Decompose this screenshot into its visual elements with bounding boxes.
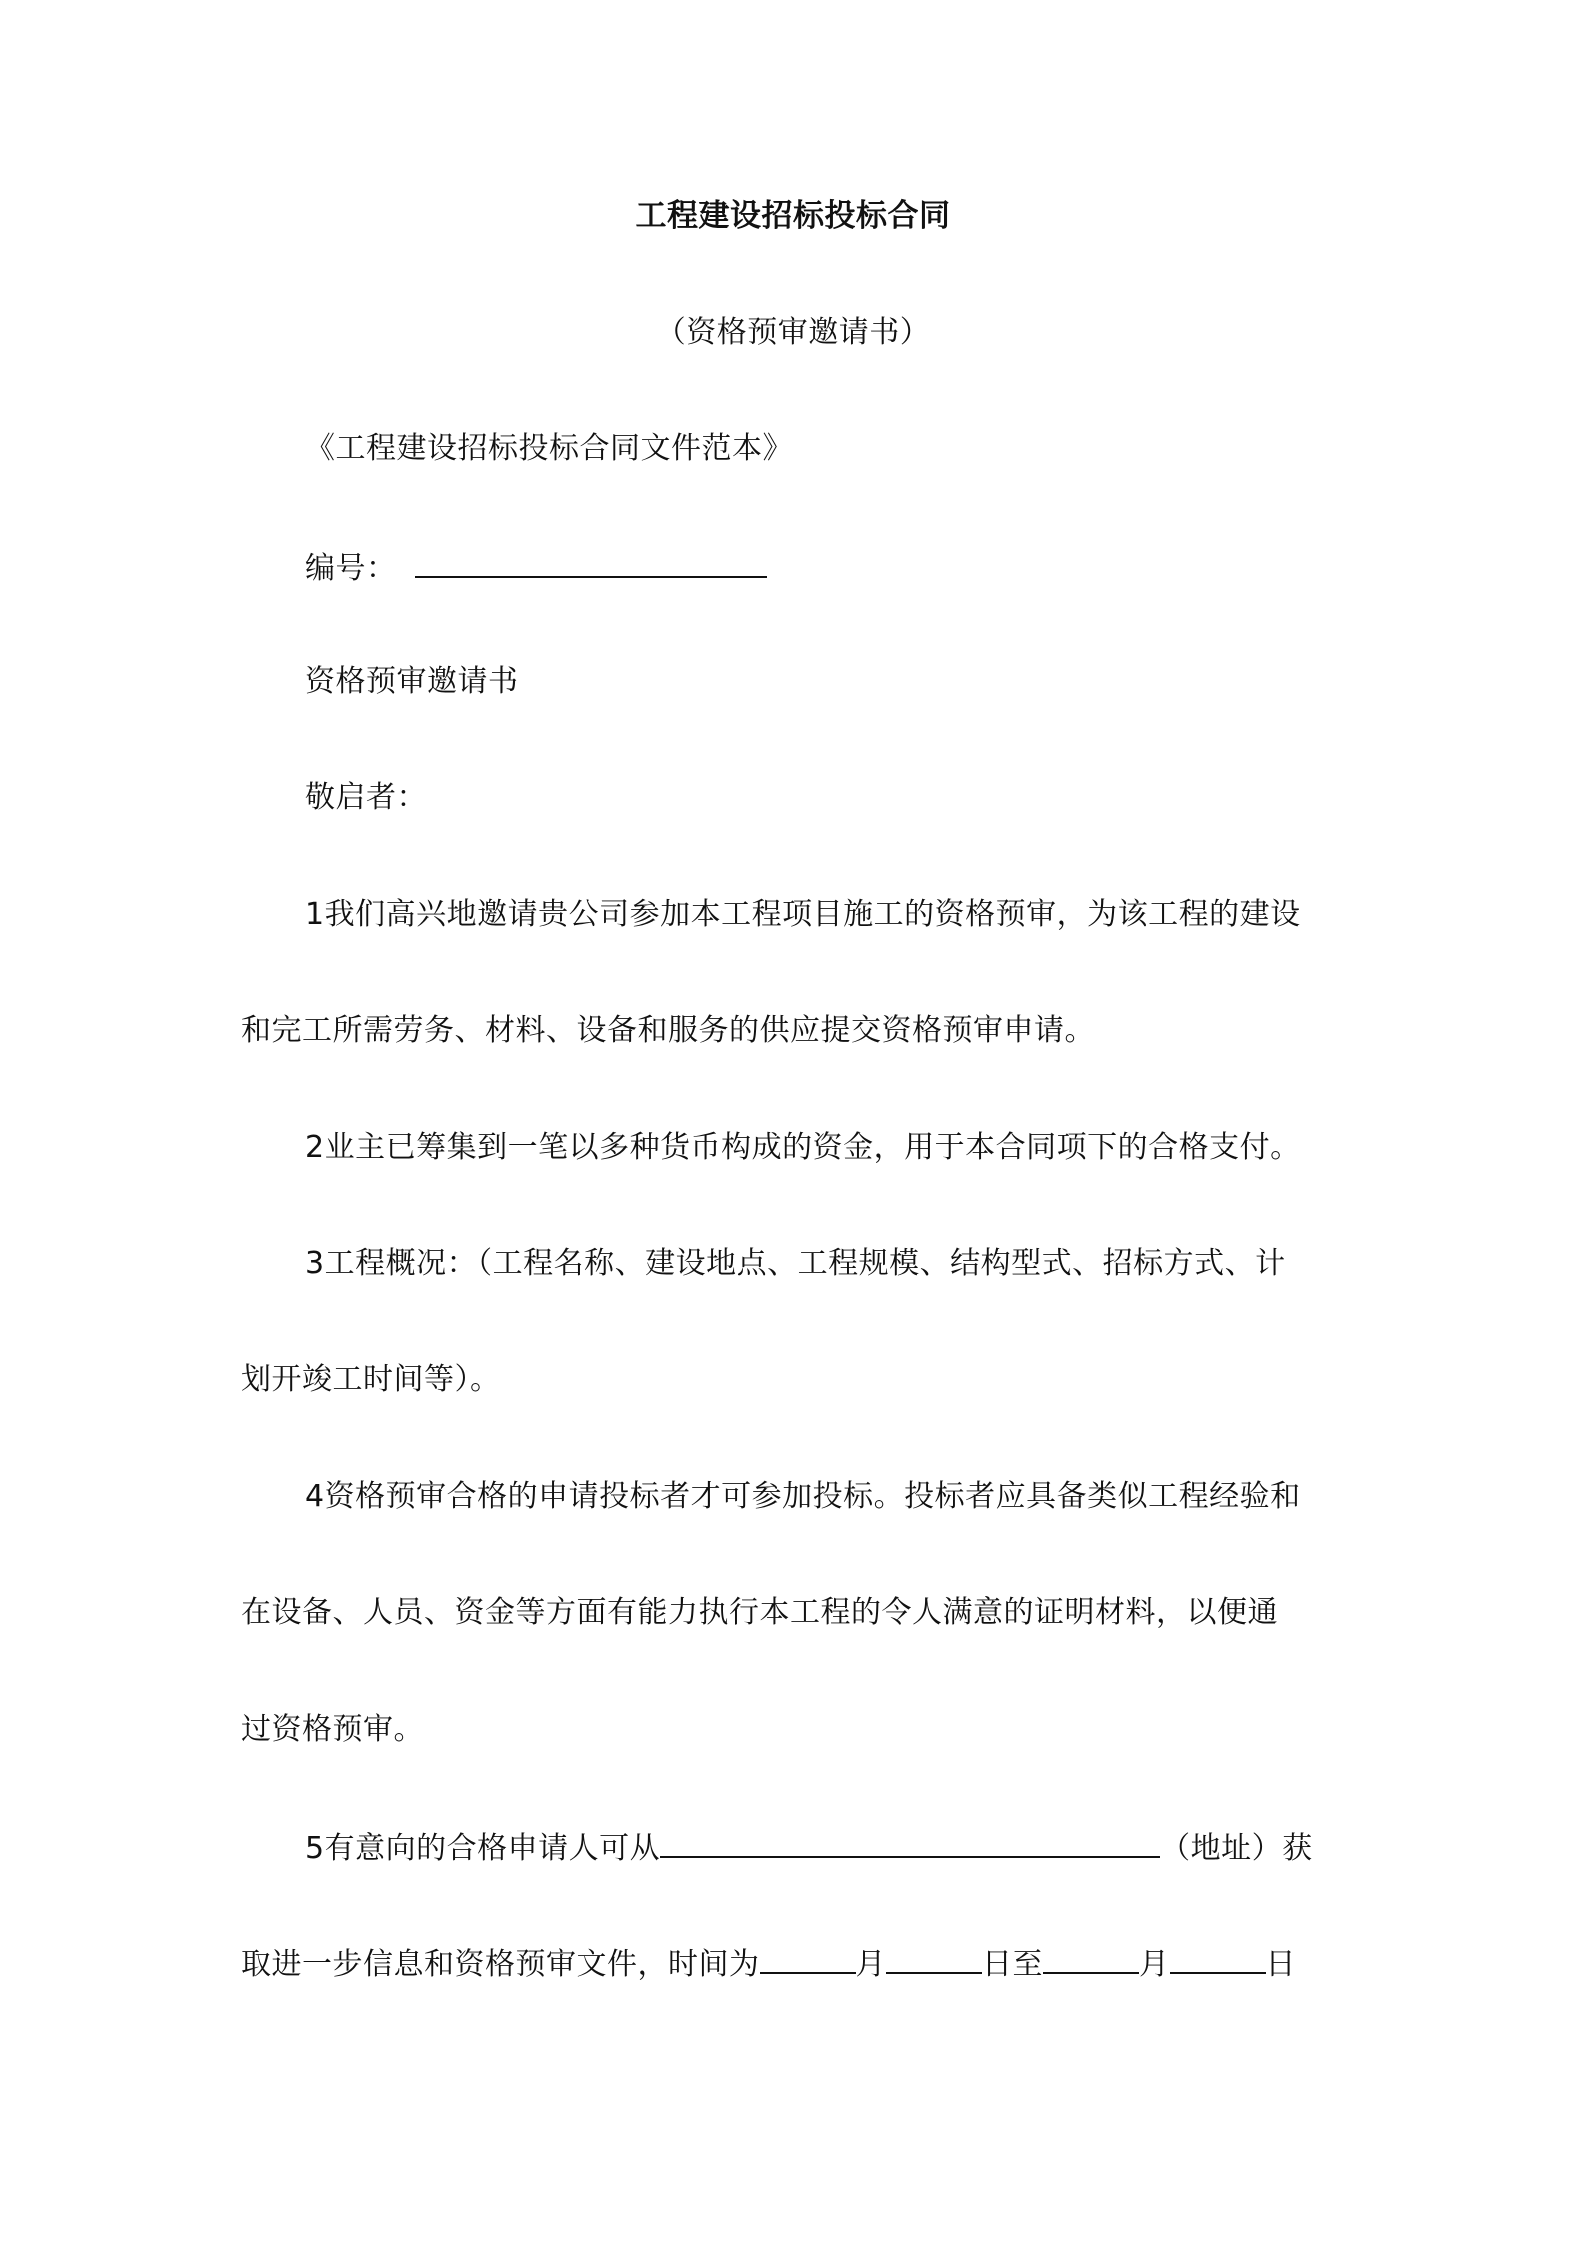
paragraph-1-line-2: 和完工所需劳务、材料、设备和服务的供应提交资格预审申请。 <box>241 1013 1095 1048</box>
start-month-blank[interactable] <box>760 1942 856 1974</box>
document-title: 工程建设招标投标合同 <box>635 198 951 234</box>
paragraph-2-line-1: 2业主已筹集到一笔以多种货币构成的资金，用于本合同项下的合格支付。 <box>305 1130 1301 1165</box>
month-label-1: 月 <box>855 1947 886 1982</box>
heading: 资格预审邀请书 <box>305 664 519 699</box>
day-end-label: 日 <box>1265 1947 1296 1982</box>
paragraph-5-line-1 <box>305 1826 1313 1869</box>
paragraph-5-line-2 <box>241 1942 1296 1985</box>
start-day-blank[interactable] <box>886 1942 982 1974</box>
paragraph-4-line-2: 在设备、人员、资金等方面有能力执行本工程的令人满意的证明材料，以便通 <box>241 1595 1278 1630</box>
end-month-blank[interactable] <box>1043 1942 1139 1974</box>
paragraph-4-line-1: 4资格预审合格的申请投标者才可参加投标。投标者应具备类似工程经验和 <box>305 1479 1301 1514</box>
p5-address-suffix: （地址）获 <box>1160 1831 1313 1866</box>
number-row <box>305 546 767 589</box>
paragraph-3-line-2: 划开竣工时间等）。 <box>241 1362 501 1397</box>
salutation: 敬启者： <box>305 780 427 815</box>
number-label: 编号： <box>305 551 397 586</box>
p5-prefix: 5有意向的合格申请人可从 <box>305 1831 661 1866</box>
month-label-2: 月 <box>1139 1947 1170 1982</box>
day-to-label: 日至 <box>982 1947 1043 1982</box>
template-name: 《工程建设招标投标合同文件范本》 <box>305 431 793 466</box>
paragraph-3-line-1: 3工程概况：（工程名称、建设地点、工程规模、结构型式、招标方式、计 <box>305 1246 1286 1281</box>
document-subtitle: （资格预审邀请书） <box>655 315 931 350</box>
p5-time-prefix: 取进一步信息和资格预审文件，时间为 <box>241 1947 760 1982</box>
end-day-blank[interactable] <box>1170 1942 1266 1974</box>
number-blank-field[interactable] <box>415 546 767 578</box>
paragraph-4-line-3: 过资格预审。 <box>241 1712 424 1747</box>
paragraph-1-line-1: 1我们高兴地邀请贵公司参加本工程项目施工的资格预审，为该工程的建设 <box>305 897 1301 932</box>
address-blank-field[interactable] <box>660 1826 1160 1858</box>
